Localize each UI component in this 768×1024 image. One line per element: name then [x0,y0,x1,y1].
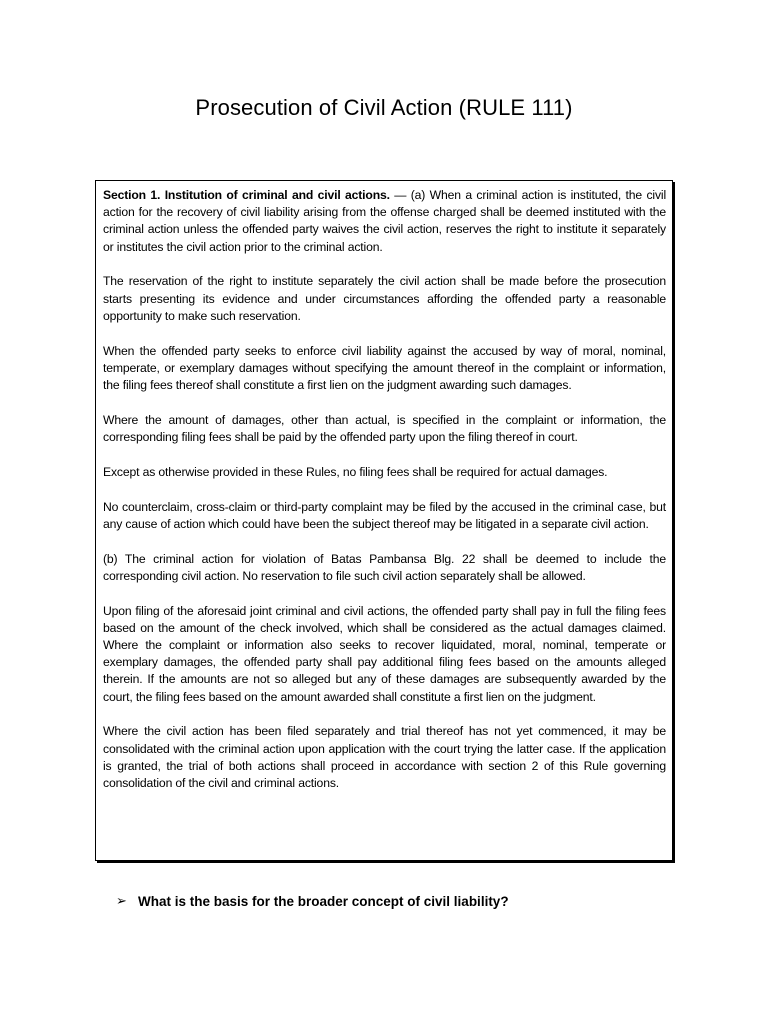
paragraph-specified-damages: Where the amount of damages, other than actual, is specified in the complaint or information, the corresponding filing fees shall be paid by the offended party upon the filing thereof in court. [103,412,666,445]
paragraph-1-text: — (a) When a criminal action is instituted, the civil action for the recovery of civil liability arising from the offense charged shall be deemed instituted with the criminal action unless the offended party waives the civil action, reserves the right to institute it separately or institutes the civil action prior to the criminal action. [103,188,666,254]
paragraph-actual-damages: Except as otherwise provided in these Rules, no filing fees shall be required for actual damages. [103,464,608,479]
rule-text-box [95,180,673,861]
paragraph-reservation: The reservation of the right to institute separately the civil action shall be made before the prosecution starts presenting its evidence and under circumstances affording the offended party a reasonable opportunity to make such reservation. [103,274,666,323]
paragraph-bp22: (b) The criminal action for violation of Batas Pambansa Blg. 22 shall be deemed to include the corresponding civil action. No reservation to file such civil action separately shall be allowed. [103,551,666,583]
paragraph-consolidation: Where the civil action has been filed separately and trial thereof has not yet commenced, it may be consolidated with the criminal action upon application with the court trying the latter case. If the application is granted, the trial of both actions shall proceed in accordance with section 2 of this Rule governing consolidation of the civil and criminal actions. [103,724,666,791]
paragraph-section-1 [103,187,666,256]
question-text: What is the basis for the broader concept of civil liability? [138,893,509,909]
paragraph-filing-fees: Upon filing of the aforesaid joint criminal and civil actions, the offended party shall pay in full the filing fees based on the amount of the check involved, which shall be considered as the actual damages claimed. Where the complaint or information also seeks to recover liquidated, moral, nominal, temperate or exemplary damages, the offended party shall pay additional filing fees based on the amounts alleged therein. If the amounts are not so alleged but any of these damages are subsequently awarded by the court, the filing fees based on the amount awarded shall constitute a first lien on the judgment. [103,603,666,704]
arrow-bullet-icon: ➢ [116,893,127,908]
section-heading: Section 1. Institution of criminal and civil actions. [103,188,390,202]
question-item [116,893,716,909]
paragraph-unspecified-damages: When the offended party seeks to enforce civil liability against the accused by way of moral, nominal, temperate, or exemplary damages without specifying the amount thereof in the complaint or information, the filing fees thereof shall constitute a first lien on the judgment awarding such damages. [103,343,666,393]
page-title: Prosecution of Civil Action (RULE 111) [195,95,573,120]
paragraph-counterclaim: No counterclaim, cross-claim or third-party complaint may be filed by the accused in the criminal case, but any cause of action which could have been the subject thereof may be litigated in a separate civil action. [103,499,666,531]
